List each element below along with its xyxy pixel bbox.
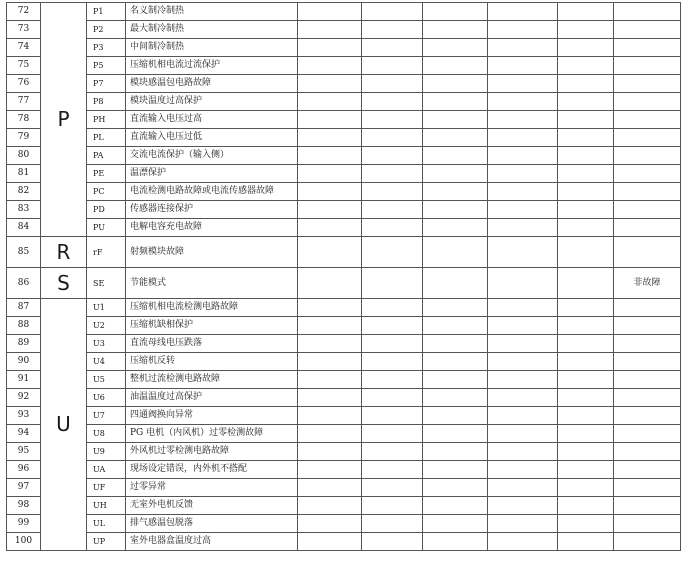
empty-cell — [488, 147, 558, 165]
empty-cell — [362, 21, 423, 39]
empty-cell — [362, 183, 423, 201]
table-row — [7, 39, 681, 57]
error-code: PA — [87, 147, 126, 165]
empty-cell — [488, 21, 558, 39]
remark-cell — [614, 461, 681, 479]
remark-cell — [614, 389, 681, 407]
empty-cell — [298, 533, 362, 551]
empty-cell — [423, 389, 488, 407]
empty-cell — [362, 443, 423, 461]
table-row — [7, 407, 681, 425]
table-row — [7, 299, 681, 317]
table-row — [7, 317, 681, 335]
error-code: U4 — [87, 353, 126, 371]
empty-cell — [298, 335, 362, 353]
table-row — [7, 147, 681, 165]
empty-cell — [298, 111, 362, 129]
empty-cell — [298, 425, 362, 443]
remark-cell — [614, 479, 681, 497]
empty-cell — [558, 75, 614, 93]
error-description: 模块温度过高保护 — [126, 93, 298, 111]
empty-cell — [488, 371, 558, 389]
empty-cell — [488, 515, 558, 533]
empty-cell — [362, 299, 423, 317]
empty-cell — [362, 93, 423, 111]
remark-cell — [614, 497, 681, 515]
empty-cell — [558, 21, 614, 39]
empty-cell — [298, 389, 362, 407]
empty-cell — [488, 389, 558, 407]
empty-cell — [423, 443, 488, 461]
empty-cell — [298, 497, 362, 515]
remark-cell: 非故障 — [614, 268, 681, 299]
error-description: 排气感温包脱落 — [126, 515, 298, 533]
empty-cell — [488, 39, 558, 57]
error-code: UL — [87, 515, 126, 533]
empty-cell — [488, 75, 558, 93]
table-row — [7, 75, 681, 93]
empty-cell — [488, 407, 558, 425]
table-row — [7, 461, 681, 479]
group-letter: S — [41, 268, 87, 299]
error-description: 四通阀换向异常 — [126, 407, 298, 425]
row-number: 93 — [7, 407, 41, 425]
error-description: 油温温度过高保护 — [126, 389, 298, 407]
error-code: PD — [87, 201, 126, 219]
row-number: 89 — [7, 335, 41, 353]
empty-cell — [362, 425, 423, 443]
empty-cell — [488, 479, 558, 497]
empty-cell — [488, 219, 558, 237]
empty-cell — [362, 39, 423, 57]
empty-cell — [423, 335, 488, 353]
row-number: 75 — [7, 57, 41, 75]
error-code: PH — [87, 111, 126, 129]
error-code: U5 — [87, 371, 126, 389]
remark-cell — [614, 515, 681, 533]
empty-cell — [558, 268, 614, 299]
row-number: 81 — [7, 165, 41, 183]
empty-cell — [298, 75, 362, 93]
error-code: U1 — [87, 299, 126, 317]
error-code: P7 — [87, 75, 126, 93]
empty-cell — [558, 201, 614, 219]
error-code: U8 — [87, 425, 126, 443]
remark-cell — [614, 111, 681, 129]
empty-cell — [558, 57, 614, 75]
empty-cell — [298, 515, 362, 533]
error-description: 交流电流保护（输入侧） — [126, 147, 298, 165]
empty-cell — [558, 129, 614, 147]
table-row — [7, 497, 681, 515]
empty-cell — [298, 317, 362, 335]
error-code: P2 — [87, 21, 126, 39]
empty-cell — [423, 479, 488, 497]
table-row — [7, 111, 681, 129]
empty-cell — [558, 219, 614, 237]
empty-cell — [298, 443, 362, 461]
error-code: PL — [87, 129, 126, 147]
empty-cell — [298, 39, 362, 57]
error-code: PC — [87, 183, 126, 201]
empty-cell — [488, 57, 558, 75]
empty-cell — [558, 515, 614, 533]
group-letter: P — [41, 3, 87, 237]
empty-cell — [423, 39, 488, 57]
error-code: U6 — [87, 389, 126, 407]
remark-cell — [614, 165, 681, 183]
row-number: 86 — [7, 268, 41, 299]
error-description: 传感器连接保护 — [126, 201, 298, 219]
error-description: 中间制冷制热 — [126, 39, 298, 57]
error-description: 直流母线电压跌落 — [126, 335, 298, 353]
empty-cell — [298, 479, 362, 497]
empty-cell — [488, 425, 558, 443]
error-code: SE — [87, 268, 126, 299]
empty-cell — [362, 407, 423, 425]
empty-cell — [423, 407, 488, 425]
empty-cell — [423, 165, 488, 183]
empty-cell — [298, 201, 362, 219]
empty-cell — [298, 237, 362, 268]
error-description: 最大制冷制热 — [126, 21, 298, 39]
empty-cell — [298, 183, 362, 201]
remark-cell — [614, 317, 681, 335]
row-number: 87 — [7, 299, 41, 317]
group-letter: U — [41, 299, 87, 551]
empty-cell — [488, 183, 558, 201]
row-number: 76 — [7, 75, 41, 93]
row-number: 82 — [7, 183, 41, 201]
remark-cell — [614, 75, 681, 93]
empty-cell — [362, 353, 423, 371]
empty-cell — [362, 389, 423, 407]
empty-cell — [558, 147, 614, 165]
empty-cell — [362, 497, 423, 515]
empty-cell — [488, 237, 558, 268]
row-number: 95 — [7, 443, 41, 461]
empty-cell — [558, 111, 614, 129]
remark-cell — [614, 93, 681, 111]
empty-cell — [558, 317, 614, 335]
table-row — [7, 3, 681, 21]
remark-cell — [614, 299, 681, 317]
row-number: 85 — [7, 237, 41, 268]
empty-cell — [423, 425, 488, 443]
empty-cell — [423, 111, 488, 129]
empty-cell — [488, 93, 558, 111]
table-row — [7, 371, 681, 389]
empty-cell — [423, 461, 488, 479]
empty-cell — [488, 461, 558, 479]
empty-cell — [558, 237, 614, 268]
remark-cell — [614, 425, 681, 443]
empty-cell — [362, 479, 423, 497]
empty-cell — [362, 129, 423, 147]
empty-cell — [423, 201, 488, 219]
row-number: 83 — [7, 201, 41, 219]
empty-cell — [298, 165, 362, 183]
remark-cell — [614, 183, 681, 201]
empty-cell — [488, 3, 558, 21]
empty-cell — [298, 219, 362, 237]
error-description: 无室外电机反馈 — [126, 497, 298, 515]
empty-cell — [423, 219, 488, 237]
remark-cell — [614, 533, 681, 551]
remark-cell — [614, 21, 681, 39]
remark-cell — [614, 237, 681, 268]
empty-cell — [423, 3, 488, 21]
empty-cell — [423, 317, 488, 335]
row-number: 92 — [7, 389, 41, 407]
empty-cell — [423, 129, 488, 147]
empty-cell — [558, 461, 614, 479]
table-row — [7, 21, 681, 39]
empty-cell — [423, 75, 488, 93]
empty-cell — [558, 165, 614, 183]
error-code: UH — [87, 497, 126, 515]
error-code: UP — [87, 533, 126, 551]
empty-cell — [362, 3, 423, 21]
empty-cell — [362, 165, 423, 183]
empty-cell — [488, 335, 558, 353]
row-number: 90 — [7, 353, 41, 371]
empty-cell — [423, 21, 488, 39]
error-description: 名义制冷制热 — [126, 3, 298, 21]
error-code: P3 — [87, 39, 126, 57]
remark-cell — [614, 371, 681, 389]
error-description: 节能模式 — [126, 268, 298, 299]
empty-cell — [488, 533, 558, 551]
table-row — [7, 237, 681, 268]
error-code: P1 — [87, 3, 126, 21]
empty-cell — [362, 533, 423, 551]
empty-cell — [298, 407, 362, 425]
empty-cell — [362, 147, 423, 165]
error-description: 过零异常 — [126, 479, 298, 497]
empty-cell — [423, 371, 488, 389]
empty-cell — [298, 371, 362, 389]
empty-cell — [558, 389, 614, 407]
remark-cell — [614, 57, 681, 75]
empty-cell — [298, 268, 362, 299]
table-row — [7, 515, 681, 533]
empty-cell — [362, 237, 423, 268]
row-number: 91 — [7, 371, 41, 389]
error-description: 电流检测电路故障或电流传感器故障 — [126, 183, 298, 201]
empty-cell — [298, 461, 362, 479]
error-description: 模块感温包电路故障 — [126, 75, 298, 93]
row-number: 74 — [7, 39, 41, 57]
error-code: UF — [87, 479, 126, 497]
error-code: PU — [87, 219, 126, 237]
row-number: 80 — [7, 147, 41, 165]
remark-cell — [614, 39, 681, 57]
error-description: 现场设定错误，内外机不搭配 — [126, 461, 298, 479]
empty-cell — [362, 515, 423, 533]
error-description: 直流输入电压过高 — [126, 111, 298, 129]
error-description: 压缩机相电流过流保护 — [126, 57, 298, 75]
row-number: 79 — [7, 129, 41, 147]
empty-cell — [423, 497, 488, 515]
error-code: U3 — [87, 335, 126, 353]
error-description: 压缩机缺相保护 — [126, 317, 298, 335]
empty-cell — [558, 425, 614, 443]
empty-cell — [423, 183, 488, 201]
empty-cell — [488, 443, 558, 461]
empty-cell — [558, 299, 614, 317]
table-body — [7, 3, 681, 551]
empty-cell — [298, 147, 362, 165]
table-row — [7, 201, 681, 219]
error-description: 压缩机相电流检测电路故障 — [126, 299, 298, 317]
row-number: 98 — [7, 497, 41, 515]
empty-cell — [423, 299, 488, 317]
empty-cell — [423, 57, 488, 75]
empty-cell — [488, 353, 558, 371]
empty-cell — [423, 93, 488, 111]
table-row — [7, 389, 681, 407]
row-number: 78 — [7, 111, 41, 129]
error-description: PG 电机（内风机）过零检测故障 — [126, 425, 298, 443]
empty-cell — [558, 443, 614, 461]
table-row — [7, 165, 681, 183]
error-code: U9 — [87, 443, 126, 461]
remark-cell — [614, 129, 681, 147]
empty-cell — [488, 165, 558, 183]
error-code: UA — [87, 461, 126, 479]
empty-cell — [298, 93, 362, 111]
empty-cell — [558, 335, 614, 353]
empty-cell — [423, 533, 488, 551]
empty-cell — [558, 407, 614, 425]
table-row — [7, 425, 681, 443]
error-description: 室外电器盒温度过高 — [126, 533, 298, 551]
error-description: 外风机过零检测电路故障 — [126, 443, 298, 461]
error-description: 温漂保护 — [126, 165, 298, 183]
empty-cell — [488, 497, 558, 515]
empty-cell — [423, 268, 488, 299]
empty-cell — [362, 317, 423, 335]
table-row — [7, 353, 681, 371]
empty-cell — [298, 57, 362, 75]
error-code: U2 — [87, 317, 126, 335]
empty-cell — [558, 371, 614, 389]
empty-cell — [488, 317, 558, 335]
remark-cell — [614, 147, 681, 165]
table-row — [7, 93, 681, 111]
empty-cell — [362, 219, 423, 237]
row-number: 77 — [7, 93, 41, 111]
empty-cell — [362, 201, 423, 219]
error-code: P8 — [87, 93, 126, 111]
empty-cell — [362, 268, 423, 299]
empty-cell — [558, 39, 614, 57]
remark-cell — [614, 3, 681, 21]
empty-cell — [423, 515, 488, 533]
error-description: 直流输入电压过低 — [126, 129, 298, 147]
row-number: 88 — [7, 317, 41, 335]
empty-cell — [298, 129, 362, 147]
row-number: 99 — [7, 515, 41, 533]
table-row — [7, 129, 681, 147]
remark-cell — [614, 201, 681, 219]
table-row — [7, 479, 681, 497]
empty-cell — [558, 183, 614, 201]
empty-cell — [362, 57, 423, 75]
empty-cell — [362, 461, 423, 479]
empty-cell — [362, 75, 423, 93]
empty-cell — [558, 533, 614, 551]
error-description: 电解电容充电故障 — [126, 219, 298, 237]
empty-cell — [362, 371, 423, 389]
empty-cell — [558, 93, 614, 111]
error-code-table — [6, 2, 661, 551]
remark-cell — [614, 407, 681, 425]
row-number: 97 — [7, 479, 41, 497]
row-number: 100 — [7, 533, 41, 551]
empty-cell — [298, 21, 362, 39]
empty-cell — [558, 479, 614, 497]
table-row — [7, 533, 681, 551]
empty-cell — [298, 299, 362, 317]
table-row — [7, 443, 681, 461]
row-number: 96 — [7, 461, 41, 479]
row-number: 73 — [7, 21, 41, 39]
table-row — [7, 57, 681, 75]
empty-cell — [362, 111, 423, 129]
empty-cell — [298, 3, 362, 21]
empty-cell — [488, 201, 558, 219]
error-description: 整机过流检测电路故障 — [126, 371, 298, 389]
error-code: PE — [87, 165, 126, 183]
error-code: U7 — [87, 407, 126, 425]
remark-cell — [614, 443, 681, 461]
error-code: P5 — [87, 57, 126, 75]
error-description: 压缩机反转 — [126, 353, 298, 371]
empty-cell — [488, 111, 558, 129]
empty-cell — [488, 299, 558, 317]
empty-cell — [558, 353, 614, 371]
empty-cell — [298, 353, 362, 371]
empty-cell — [423, 237, 488, 268]
empty-cell — [423, 147, 488, 165]
table-row — [7, 335, 681, 353]
empty-cell — [423, 353, 488, 371]
error-code: rF — [87, 237, 126, 268]
empty-cell — [362, 335, 423, 353]
empty-cell — [558, 497, 614, 515]
empty-cell — [558, 3, 614, 21]
table-row — [7, 268, 681, 299]
empty-cell — [488, 268, 558, 299]
group-letter: R — [41, 237, 87, 268]
remark-cell — [614, 219, 681, 237]
row-number: 94 — [7, 425, 41, 443]
empty-cell — [488, 129, 558, 147]
remark-cell — [614, 335, 681, 353]
table-row — [7, 219, 681, 237]
table-row — [7, 183, 681, 201]
error-description: 射频模块故障 — [126, 237, 298, 268]
row-number: 72 — [7, 3, 41, 21]
remark-cell — [614, 353, 681, 371]
row-number: 84 — [7, 219, 41, 237]
